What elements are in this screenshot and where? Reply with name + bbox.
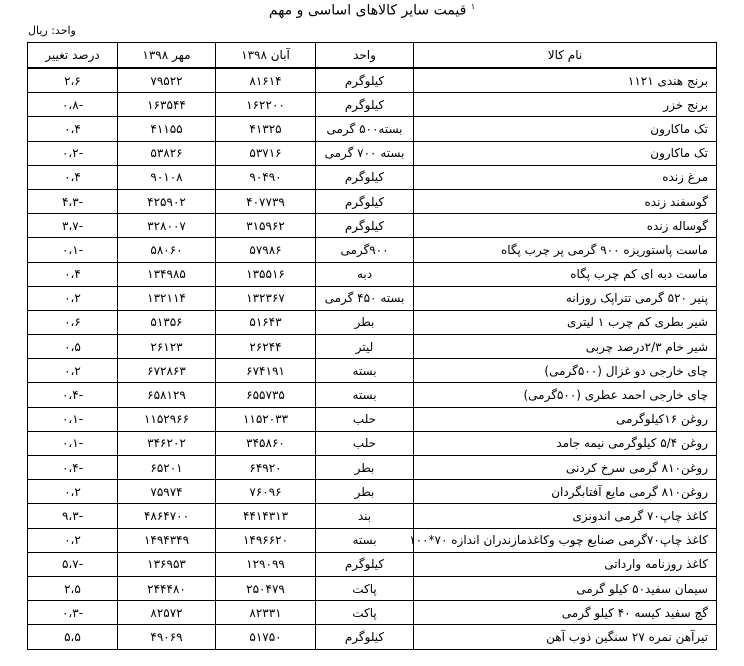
cell-aban-price: ۳۱۵۹۶۲ [216,214,316,238]
cell-mehr-price: ۹۰۱۰۸ [118,165,216,189]
table-row [28,407,717,431]
table-row [28,431,717,455]
header-item-name: نام کالا [414,43,717,69]
cell-mehr-price: ۱۶۳۵۴۴ [118,93,216,117]
cell-percent-change: ۴،۳- [28,189,118,213]
cell-unit: بطر [316,456,414,480]
cell-aban-price: ۴۱۳۲۵ [216,117,316,141]
cell-percent-change: ۰،۱- [28,238,118,262]
cell-unit: پاکت [316,601,414,625]
cell-unit: بسته ۷۰۰ گرمی [316,141,414,165]
cell-unit: بطر [316,310,414,334]
cell-percent-change: ۰،۴- [28,383,118,407]
table-row [28,310,717,334]
cell-unit: کیلوگرم [316,68,414,93]
table-row [28,68,717,93]
cell-item-name: مرغ زنده [414,165,717,189]
table-row [28,504,717,528]
table-row [28,286,717,310]
cell-percent-change: ۰،۱- [28,407,118,431]
cell-aban-price: ۶۵۵۷۳۵ [216,383,316,407]
cell-aban-price: ۱۶۲۲۰۰ [216,93,316,117]
cell-mehr-price: ۲۶۱۲۳ [118,335,216,359]
table-row [28,552,717,576]
cell-item-name: روغن ۱۶کیلوگرمی [414,407,717,431]
cell-unit: کیلوگرم [316,552,414,576]
cell-item-name: ماست پاستوریزه ۹۰۰ گرمی پر چرب پگاه [414,238,717,262]
cell-item-name: روغن۸۱۰ گرمی سرخ کردنی [414,456,717,480]
cell-mehr-price: ۵۸۰۶۰ [118,238,216,262]
table-row [28,359,717,383]
cell-mehr-price: ۷۵۹۷۴ [118,480,216,504]
header-aban-1398: آبان ۱۳۹۸ [216,43,316,69]
cell-mehr-price: ۱۳۶۹۵۳ [118,552,216,576]
cell-aban-price: ۲۶۲۴۴ [216,335,316,359]
table-header-row [28,43,717,69]
table-row [28,480,717,504]
cell-aban-price: ۵۱۶۴۳ [216,310,316,334]
cell-mehr-price: ۵۱۳۵۶ [118,310,216,334]
cell-unit: بسته۵۰۰ گرمی [316,117,414,141]
cell-unit: حلب [316,431,414,455]
cell-percent-change: ۰،۳- [28,601,118,625]
cell-mehr-price: ۲۴۴۴۸۰ [118,576,216,600]
cell-unit: بسته [316,528,414,552]
cell-mehr-price: ۱۳۲۱۱۴ [118,286,216,310]
cell-aban-price: ۷۶۰۹۶ [216,480,316,504]
cell-percent-change: ۰،۸- [28,93,118,117]
cell-aban-price: ۱۲۹۰۹۹ [216,552,316,576]
cell-mehr-price: ۶۵۲۰۱ [118,456,216,480]
cell-item-name: کاغذ چاپ۷۰ گرمی اندونزی [414,504,717,528]
table-body [28,68,717,649]
table-row [28,528,717,552]
cell-unit: بند [316,504,414,528]
cell-unit: کیلوگرم [316,165,414,189]
cell-mehr-price: ۴۸۶۴۷۰۰ [118,504,216,528]
cell-aban-price: ۴۴۱۴۳۱۳ [216,504,316,528]
cell-item-name: کاغذ چاپ۷۰گرمی صنایع چوب وکاغذمازندران اندازه ۷۰*۱۰۰ [414,528,717,552]
cell-percent-change: ۰،۲- [28,141,118,165]
cell-item-name: تک ماکارون [414,117,717,141]
cell-mehr-price: ۴۱۱۵۵ [118,117,216,141]
cell-percent-change: ۰،۴ [28,117,118,141]
cell-item-name: روغن۸۱۰ گرمی مایع آفتابگردان [414,480,717,504]
cell-item-name: ماست دبه ای کم چرب پگاه [414,262,717,286]
cell-aban-price: ۳۴۵۸۶۰ [216,431,316,455]
cell-unit: بسته ۴۵۰ گرمی [316,286,414,310]
cell-mehr-price: ۳۲۸۰۰۷ [118,214,216,238]
cell-mehr-price: ۴۲۵۹۰۲ [118,189,216,213]
cell-percent-change: ۰،۲ [28,286,118,310]
cell-aban-price: ۴۰۷۷۳۹ [216,189,316,213]
cell-percent-change: ۰،۲ [28,359,118,383]
price-table [27,42,717,650]
unit-note: واحد: ریال [28,24,76,37]
cell-item-name: چای خارجی دو غزال (۵۰۰گرمی) [414,359,717,383]
cell-item-name: سیمان سفید۵۰ کیلو گرمی [414,576,717,600]
cell-unit: کیلوگرم [316,189,414,213]
cell-percent-change: ۳،۷- [28,214,118,238]
cell-percent-change: ۰،۶ [28,310,118,334]
table-row [28,456,717,480]
cell-unit: دبه [316,262,414,286]
cell-item-name: برنج خزر [414,93,717,117]
cell-item-name: تک ماکارون [414,141,717,165]
cell-item-name: گوساله زنده [414,214,717,238]
cell-aban-price: ۵۷۹۸۶ [216,238,316,262]
cell-aban-price: ۵۳۷۱۶ [216,141,316,165]
cell-aban-price: ۶۴۹۲۰ [216,456,316,480]
cell-aban-price: ۲۵۰۴۷۹ [216,576,316,600]
table-row [28,238,717,262]
cell-aban-price: ۱۱۵۲۰۳۳ [216,407,316,431]
table-row [28,189,717,213]
cell-percent-change: ۰،۴- [28,456,118,480]
cell-unit: کیلوگرم [316,93,414,117]
cell-item-name: شیر بطری کم چرب ۱ لیتری [414,310,717,334]
cell-mehr-price: ۱۱۵۲۹۶۶ [118,407,216,431]
cell-item-name: تیرآهن نمره ۲۷ سنگین ذوب آهن [414,625,717,649]
table-row [28,383,717,407]
page-title [0,2,744,19]
title-footnote-marker: ١ [470,2,476,11]
table-row [28,165,717,189]
cell-unit: ۹۰۰گرمی [316,238,414,262]
cell-mehr-price: ۳۴۶۲۰۲ [118,431,216,455]
cell-unit: کیلوگرم [316,625,414,649]
cell-unit: لیتر [316,335,414,359]
cell-item-name: شیر خام ۲/۳درصد چربی [414,335,717,359]
cell-aban-price: ۸۱۶۱۴ [216,68,316,93]
cell-aban-price: ۵۱۷۵۰ [216,625,316,649]
cell-unit: بطر [316,480,414,504]
table-row [28,93,717,117]
cell-percent-change: ۰،۴ [28,165,118,189]
table-row [28,335,717,359]
cell-percent-change: ۰،۵ [28,335,118,359]
table-row [28,141,717,165]
table-row [28,214,717,238]
cell-percent-change: ۰،۴ [28,262,118,286]
cell-mehr-price: ۶۷۲۸۶۳ [118,359,216,383]
cell-percent-change: ۰،۲ [28,480,118,504]
cell-unit: کیلوگرم [316,214,414,238]
cell-aban-price: ۸۲۳۳۱ [216,601,316,625]
cell-mehr-price: ۱۴۹۴۳۴۹ [118,528,216,552]
table-row [28,262,717,286]
cell-aban-price: ۹۰۴۹۰ [216,165,316,189]
table-row [28,601,717,625]
cell-aban-price: ۱۴۹۶۶۲۰ [216,528,316,552]
table-row [28,625,717,649]
cell-item-name: برنج هندی ۱۱۲۱ [414,68,717,93]
cell-unit: پاکت [316,576,414,600]
table-row [28,117,717,141]
cell-unit: بسته [316,383,414,407]
cell-percent-change: ۰،۲ [28,528,118,552]
cell-percent-change: ۹،۳- [28,504,118,528]
cell-mehr-price: ۶۵۸۱۲۹ [118,383,216,407]
cell-mehr-price: ۷۹۵۲۲ [118,68,216,93]
cell-percent-change: ۵،۵ [28,625,118,649]
header-unit: واحد [316,43,414,69]
cell-unit: حلب [316,407,414,431]
cell-mehr-price: ۱۳۴۹۸۵ [118,262,216,286]
cell-percent-change: ۵،۷- [28,552,118,576]
cell-aban-price: ۱۳۲۳۶۷ [216,286,316,310]
cell-mehr-price: ۵۳۸۲۶ [118,141,216,165]
cell-item-name: پنیر ۵۲۰ گرمی تتراپک روزانه [414,286,717,310]
cell-percent-change: ۰،۱- [28,431,118,455]
cell-item-name: کاغذ روزنامه وارداتی [414,552,717,576]
cell-aban-price: ۱۳۵۵۱۶ [216,262,316,286]
header-percent-change: درصد تغییر [28,43,118,69]
cell-item-name: گوسفند زنده [414,189,717,213]
cell-item-name: چای خارجی احمد عطری (۵۰۰گرمی) [414,383,717,407]
cell-mehr-price: ۴۹۰۶۹ [118,625,216,649]
cell-aban-price: ۶۷۴۱۹۱ [216,359,316,383]
cell-unit: بسته [316,359,414,383]
cell-item-name: گچ سفید کیسه ۴۰ کیلو گرمی [414,601,717,625]
cell-mehr-price: ۸۲۵۷۲ [118,601,216,625]
title-text: قیمت سایر کالاهای اساسی و مهم [268,2,467,19]
header-mehr-1398: مهر ۱۳۹۸ [118,43,216,69]
table-row [28,576,717,600]
cell-item-name: روغن ۵/۴ کیلوگرمی نیمه جامد [414,431,717,455]
cell-percent-change: ۲،۵ [28,576,118,600]
cell-percent-change: ۲،۶ [28,68,118,93]
